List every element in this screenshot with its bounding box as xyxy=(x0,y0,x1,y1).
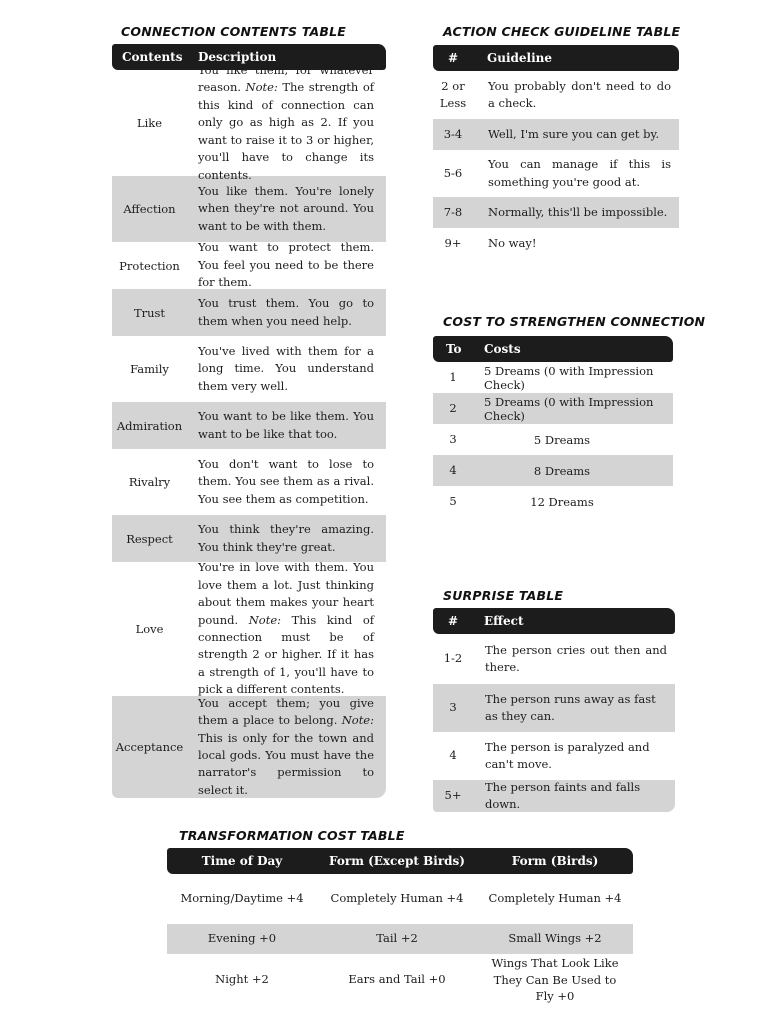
description-cell: You want to be like them. You want to be like that too. xyxy=(198,409,374,441)
table-header xyxy=(433,608,675,634)
effect-cell: The person is paralyzed and can't move. xyxy=(485,739,650,771)
number-cell: 9+ xyxy=(444,235,462,250)
guideline-cell: Normally, this'll be impossible. xyxy=(488,204,668,219)
header-to: To xyxy=(446,342,462,356)
header-costs: Costs xyxy=(484,342,521,356)
table-row xyxy=(433,150,679,197)
surprise-table xyxy=(433,608,675,812)
description-cell: You think they're amazing. You think they're great. xyxy=(198,522,374,554)
effect-cell: The person runs away as fast as they can. xyxy=(485,691,656,723)
description-cell: You don't want to lose to them. You see them as a rival. You see them as competition. xyxy=(198,456,374,506)
transformation-cost-table xyxy=(167,848,633,1006)
table-header xyxy=(433,336,673,362)
table-row xyxy=(433,486,673,517)
header-number: # xyxy=(447,614,459,628)
surprise-table-title: SURPRISE TABLE xyxy=(443,588,564,603)
cost-to-strengthen-table xyxy=(433,336,673,517)
number-cell: 3 xyxy=(449,700,457,715)
table-row xyxy=(112,402,386,449)
birds-cell: Completely Human +4 xyxy=(488,891,622,906)
connection-table-title: CONNECTION CONTENTS TABLE xyxy=(121,24,346,39)
table-row xyxy=(433,684,675,732)
table-row xyxy=(167,874,633,924)
contents-cell: Protection xyxy=(119,258,180,273)
description-cell: You like them. You're lonely when they're not around. You want to be with them. xyxy=(198,183,374,233)
description-cell: You trust them. You go to them when you need help. xyxy=(198,296,374,328)
table-header xyxy=(433,45,679,71)
transformation-table-title: TRANSFORMATION COST TABLE xyxy=(179,828,405,843)
action-table-title: ACTION CHECK GUIDELINE TABLE xyxy=(443,24,681,39)
table-row xyxy=(433,634,675,684)
time-cell: Evening +0 xyxy=(207,931,277,946)
table-row xyxy=(167,954,633,1006)
table-row xyxy=(433,228,679,259)
cost-cell: 12 Dreams xyxy=(530,494,594,509)
table-row xyxy=(433,197,679,228)
table-row xyxy=(112,336,386,402)
action-check-table xyxy=(433,45,679,259)
contents-cell: Acceptance xyxy=(115,740,184,754)
table-row xyxy=(112,449,386,515)
time-cell: Morning/Daytime +4 xyxy=(180,891,304,906)
table-row xyxy=(167,924,633,954)
cost-cell: 8 Dreams xyxy=(533,463,591,478)
description-cell: You're in love with them. You love them a lot. Just thinking about them makes your heart pound. Note: This kind of connection must be of strength 2 or higher. If it has a strength of 1, you'll have to pick a different contents. xyxy=(198,560,375,697)
table-row xyxy=(433,455,673,486)
guideline-cell: You can manage if this is something you're good at. xyxy=(488,157,671,189)
header-time-of-day: Time of Day xyxy=(201,854,283,868)
form-cell: Tail +2 xyxy=(376,931,418,946)
effect-cell: The person faints and falls down. xyxy=(485,779,641,811)
description-cell: You like them, for whatever reason. Note: The strength of this kind of connection can only go as high as 2. If you want to raise it to 3 or higher, you'll have to change its contents. xyxy=(198,62,375,182)
table-row xyxy=(433,119,679,150)
guideline-cell: Well, I'm sure you can get by. xyxy=(488,126,660,141)
table-row xyxy=(112,562,386,696)
birds-cell: Small Wings +2 xyxy=(508,931,602,946)
cost-cell: 5 Dreams xyxy=(533,432,591,447)
table-row xyxy=(433,71,679,119)
connection-contents-table xyxy=(112,44,386,798)
number-cell: 7-8 xyxy=(443,204,463,219)
description-cell: You've lived with them for a long time. You understand them very well. xyxy=(198,343,374,393)
table-row xyxy=(112,289,386,336)
description-cell: You want to protect them. You feel you need to be there for them. xyxy=(198,240,374,290)
contents-cell: Rivalry xyxy=(128,475,171,489)
number-cell: 5+ xyxy=(444,788,462,803)
form-cell: Completely Human +4 xyxy=(330,891,464,906)
header-form-birds: Form (Birds) xyxy=(511,854,599,868)
table-row xyxy=(433,780,675,812)
contents-cell: Affection xyxy=(123,202,176,216)
number-cell: 5-6 xyxy=(443,165,463,180)
contents-cell: Love xyxy=(135,622,164,636)
table-row xyxy=(433,362,673,393)
header-guideline: Guideline xyxy=(487,51,553,65)
table-header xyxy=(167,848,633,874)
time-cell: Night +2 xyxy=(215,972,269,987)
number-cell: 4 xyxy=(449,748,457,763)
contents-cell: Family xyxy=(130,362,169,376)
contents-cell: Like xyxy=(136,116,163,130)
table-row xyxy=(112,242,386,289)
to-cell: 2 xyxy=(449,400,457,415)
table-row xyxy=(433,424,673,455)
guideline-cell: You probably don't need to do a check. xyxy=(488,78,671,110)
header-contents: Contents xyxy=(122,50,183,64)
cost-table-title: COST TO STRENGTHEN CONNECTION xyxy=(443,314,706,329)
contents-cell: Admiration xyxy=(116,418,183,433)
cost-cell: 5 Dreams (0 with Impression Check) xyxy=(484,394,654,423)
contents-cell: Respect xyxy=(126,531,173,546)
table-row xyxy=(112,696,386,798)
header-number: # xyxy=(447,51,459,65)
number-cell: 1-2 xyxy=(443,651,463,666)
contents-cell: Trust xyxy=(133,305,166,320)
description-cell: You accept them; you give them a place to belong. Note: This is only for the town and local gods. You must have the narrator's permission to select it. xyxy=(198,695,374,797)
guideline-cell: No way! xyxy=(488,235,537,250)
birds-cell: Wings That Look Like They Can Be Used to Fly +0 xyxy=(491,955,619,1004)
to-cell: 5 xyxy=(449,493,457,508)
header-form-except-birds: Form (Except Birds) xyxy=(329,854,465,868)
table-row xyxy=(112,176,386,242)
header-effect: Effect xyxy=(484,614,524,628)
form-cell: Ears and Tail +0 xyxy=(348,972,446,987)
header-description: Description xyxy=(198,50,277,64)
cost-cell: 5 Dreams (0 with Impression Check) xyxy=(484,363,654,392)
table-row xyxy=(433,393,673,424)
number-cell: 2 or Less xyxy=(439,78,467,110)
table-row xyxy=(112,62,386,182)
to-cell: 4 xyxy=(449,462,457,477)
effect-cell: The person cries out then and there. xyxy=(485,642,667,674)
to-cell: 1 xyxy=(449,369,457,384)
to-cell: 3 xyxy=(449,431,457,446)
number-cell: 3-4 xyxy=(443,126,463,141)
